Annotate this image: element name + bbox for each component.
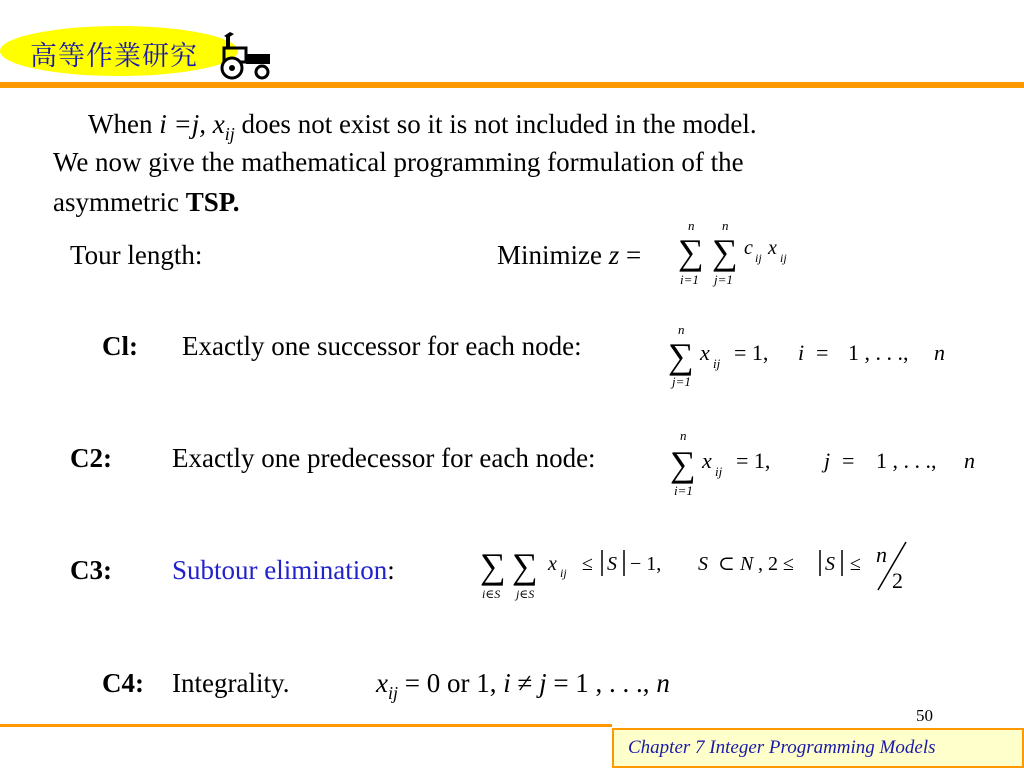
c3-formula: [478, 538, 918, 608]
c1-sub: ij: [713, 356, 721, 371]
c2-sub: ij: [715, 464, 723, 479]
c3-N: N: [740, 553, 754, 575]
c4-eq2: = 1 , . . .,: [553, 668, 650, 698]
c2-range-eq: =: [842, 448, 855, 473]
c3-minus-one: − 1,: [630, 553, 662, 575]
page-number: 50: [916, 706, 933, 725]
c1-range-n: n: [934, 340, 945, 365]
c1-label: Cl:: [102, 331, 138, 361]
c4-sub: ij: [387, 683, 398, 703]
badge-title: 高等作業研究: [30, 41, 198, 72]
c3-card-s: S: [607, 553, 617, 575]
equals-sign: =: [626, 240, 642, 270]
tour-label: Tour length:: [70, 240, 203, 270]
cost-sub: ij: [755, 251, 762, 265]
footer-chapter: Chapter 7 Integer Programming Models: [628, 737, 936, 758]
c4-i: i: [503, 668, 511, 698]
c3-subset: ⊂: [718, 553, 735, 575]
c4-desc: Integrality.: [172, 668, 290, 698]
c2-sum-lower: i=1: [674, 483, 693, 498]
c3-card-s2: S: [825, 553, 835, 575]
tour-formula: [674, 218, 804, 292]
c2-label: C2:: [70, 443, 112, 473]
c2-x: x: [702, 448, 712, 473]
minimize-word: Minimize: [497, 240, 602, 270]
c1-desc: Exactly one successor for each node:: [182, 331, 582, 361]
c3-x: x: [548, 553, 557, 575]
sum2-sigma: ∑: [712, 232, 738, 272]
c2-range-n: n: [964, 448, 975, 473]
c3-desc: Subtour elimination: [172, 555, 388, 585]
intro-line-2: We now give the mathematical programming formulation of the: [53, 147, 744, 177]
intro-when: When: [88, 109, 153, 139]
header-rule: [0, 82, 1024, 88]
c3-desc-line: [172, 555, 395, 586]
c2-sigma: ∑: [670, 444, 696, 484]
var-x: x: [768, 237, 777, 259]
c4-j: j: [539, 668, 547, 698]
c1-sum-upper: n: [678, 322, 685, 337]
c1-eq: = 1,: [734, 340, 769, 365]
intro-asymmetric: asymmetric: [53, 187, 179, 217]
c4-x: x: [376, 668, 388, 698]
c3-sigma-1: ∑: [480, 546, 506, 586]
sum1-upper: n: [688, 218, 695, 233]
c3-frac-den: 2: [892, 568, 903, 593]
footer-rule: [0, 724, 612, 727]
sum1-lower: i=1: [680, 272, 699, 287]
c1-range-var: i: [798, 340, 805, 365]
c2-sum-upper: n: [680, 428, 687, 443]
c2-range-vals: 1 , . . .,: [876, 448, 937, 473]
intro-condition: i =j, x: [159, 109, 225, 139]
intro-line-3: [53, 184, 240, 221]
c4-label: C4:: [102, 668, 144, 698]
c4-eq: = 0 or 1,: [404, 668, 497, 698]
c1-sum-lower: j=1: [672, 374, 691, 389]
sum2-upper: n: [722, 218, 729, 233]
c4-neq: ≠: [517, 668, 533, 698]
cost-c: c: [744, 237, 753, 259]
sum1-sigma: ∑: [678, 232, 704, 272]
c1-formula: [666, 320, 966, 392]
c3-sigma-2: ∑: [512, 546, 538, 586]
c3-leq: ≤: [582, 553, 593, 575]
c3-s: S: [698, 553, 708, 575]
z-var: z: [608, 240, 620, 270]
c4-formula: [376, 668, 670, 703]
intro-line-1: [88, 106, 757, 146]
c4-n: n: [656, 668, 670, 698]
c3-j-in-s: j∈S: [516, 587, 535, 601]
c1-range-vals: 1 , . . .,: [848, 340, 909, 365]
c2-desc: Exactly one predecessor for each node:: [172, 443, 596, 473]
c3-colon: :: [387, 555, 395, 585]
tour-minimize: [497, 240, 641, 271]
c1-sigma: ∑: [668, 336, 694, 376]
intro-sub: ij: [224, 124, 235, 144]
c3-sub: ij: [560, 566, 567, 580]
c2-eq: = 1,: [736, 448, 771, 473]
intro-rest: does not exist so it is not included in the model.: [241, 109, 757, 139]
sum2-lower: j=1: [714, 272, 733, 287]
var-sub: ij: [780, 251, 787, 265]
c2-range-var: j: [824, 448, 831, 473]
c3-two-leq: , 2 ≤: [758, 553, 794, 575]
intro-tsp: TSP.: [185, 187, 240, 217]
c3-leq-2: ≤: [850, 553, 861, 575]
c3-i-in-s: i∈S: [482, 587, 501, 601]
c1-x: x: [700, 340, 710, 365]
c1-range-eq: =: [816, 340, 829, 365]
c3-frac-num: n: [876, 542, 887, 567]
tractor-icon: [218, 30, 278, 80]
c3-label: C3:: [70, 555, 112, 585]
c2-formula: [668, 426, 998, 502]
